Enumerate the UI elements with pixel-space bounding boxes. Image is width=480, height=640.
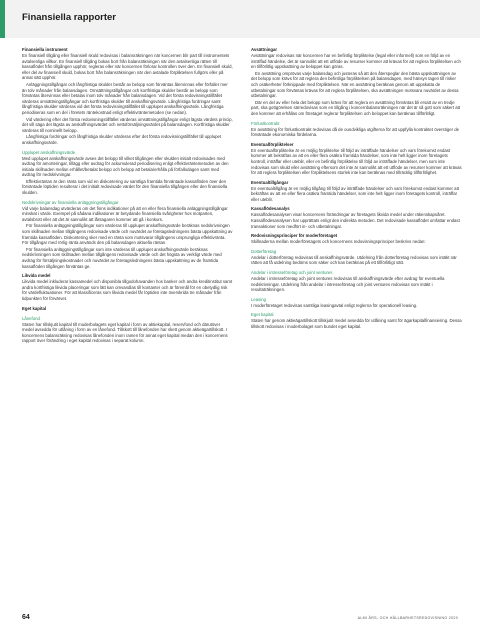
paragraph: En eventualförpliktelse är en möjlig förpliktelse till följd av inträffade händelser och vars förekomst endast kommer att bekräftas av att en eller flera osäkra framtida händelser, som inte helt ligger inom företagets kontroll, inträffar eller uteblir, eller en befintlig förpliktelse till följd av inträffade händelser, men som inte redovisas som skuld eller avsättning eftersom det inte är sannolikt att ett utflöde av resurser kommer att krävas för att reglera förpliktelsen eller förpliktelsens storlek inte kan beräknas med tillräcklig tillförlitlighet. [251,147,462,176]
paragraph: Där en del av eller hela det belopp som krävs för att reglera en avsättning förväntas bli ersatt av en tredje part, ska gottgörelsen särredovisas som en tillgång i koncernbalansräkningen när det är så gott som säkert att den kommer att erhållas om företaget reglerar förpliktelsen och beloppet kan beräknas tillförlitligt. [251,99,460,116]
paragraph: En finansiell tillgång eller finansiell skuld redovisas i balansräkningen när koncernen blir part till instrumentets avtalsenliga villkor. En finansiell tillgång bokas bort från balansräkningen när den avtalsenliga rätten till kassaflödet från tillgången upphör, regleras eller när koncernen förlorar kontrollen över den. En finansiell skuld, eller del av finansiell skuld, bokas bort från balansräkningen när den avtalade förpliktelsen fullgörs eller på annat sätt upphör. [22,53,233,81]
section-heading: Nedskrivningar av finansiella anläggningstillgångar [22,199,119,205]
section-heading: Eget kapital [251,312,274,318]
left-column [22,47,233,348]
paragraph: En eventualtillgång är en möjlig tillgång till följd av inträffade händelser och vars förekomst endast kommer att bekräftas av att en eller flera osäkra framtida händelser, som inte helt ligger inom företagets kontroll, inträffar eller uteblir. [251,185,459,202]
paragraph: Andelar i intresseföretag och joint ventures redovisas till anskaffningsvärde efter avdrag för eventuella nedskrivningar. Utdelning från andelar i intresseföretag och joint ventures redovisas som intäkt i resultaträkningen. [251,276,445,293]
paragraph: Anläggningstillgångar och långfristiga skulder består av belopp som förväntas återvinnas eller förfaller mer än tolv månader från balansdagen. Omsättningstillgångar och kortfristiga skulder består av belopp som förväntas återvinnas eller betalas inom tolv månader från balansdagen. Vid det första redovisningstillfället värderas omsättningstillgångar och kortfristiga skulder till anskaffningsvärde. Långfristiga fordringar samt långfristiga skulder värderas vid det första redovisningstillfället till upplupet anskaffningsvärde. Långfristiga periodiseras som en del i företets räntekostnad enligt effektivräntemetoden (se nedan). [22,81,228,115]
paragraph: Kassaflödesanalysen visar koncernens förändringar av företagets likvida medel under räkenskapsåret. Kassaflödesanalysen har upprättats enligt den indirekta metoden. Det redovisade kassaflödet omfattar endast transaktioner som medfört in- och utbetalningar. [251,212,460,229]
section-eget_kapital [22,306,233,312]
section-dotterforetag [251,249,462,266]
section-intresseforetag [251,270,462,293]
section-eventualtillgangar [251,180,462,203]
paragraph: Långfristiga fordringar och långfristiga skulder värderas efter det första redovisningstillfället till upplupet anskaffningsvärde. [22,134,222,145]
section-upplupet [22,150,233,196]
section-heading: Kassaflödesanalys [251,206,290,212]
section-kassaflodesanalys [251,206,462,229]
section-forlustkontrakt [251,121,462,138]
section-heading: Lånefond [22,315,40,321]
section-lanefond [22,316,233,344]
page-title: Finansiella rapporter [22,12,116,23]
paragraph: Staten har tillskjutit kapital till moderbolagets eget kapital i form av aktiekapital, reservfond och därutöver medel avsedda för utlåning i form av en lånefond. Tillskott till lånefonden har skett genom aktieägartillskott. I koncernens balansräkning redovisas lånefonden inom ramen för annat eget kapital medan den i koncernens rapport över förändring i eget kapital redovisas i separat kolumn. [22,321,228,344]
section-heading: Andelar i intresseföretag och joint ventures [251,270,333,276]
paragraph: Med upplupet anskaffningsvärde avses det belopp till vilket tillgången eller skulden initialt redovisades med avdrag för amorteringar, tillägg eller avdrag för ackumulerad periodisering enligt effektivräntemetoden av den initiala skillnaden mellan erhållet/betalat belopp och belopp att betala/erhålla på förfallodagen samt med avdrag för nedskrivningar. [22,155,229,178]
section-heading: Avsättningar [251,47,278,52]
section-heading: Förlustkontrakt [251,120,280,126]
paragraph: För finansiella anläggningstillgångar som inte värderas till upplupet anskaffningsvärde beräknas nedskrivningen som skillnaden mellan tillgångens redovisade värde och det högsta av verkligt värde med avdrag för försäljningskostnader och nuvärdet av företagsledningens bästa uppskattning av de framtida kassaflöden tillgången förväntas ge. [22,246,222,269]
section-heading: Dotterföretag [251,248,277,254]
section-likvida_medel [22,273,233,301]
page-number: 64 [22,614,30,621]
paragraph: En avsättning för förlustkontrakt redovisas då de oundvikliga utgifterna för att uppfylla kontraktet överstiger de förväntade ekonomiska fördelarna. [251,126,460,138]
paragraph: Vid varje balansdag utvärderas om det finns indikationer på att en eller flera finansiella anläggningstillgångar minskat i värde. Exempel på sådana indikationer är betydande finansiella svårigheter hos motparten, avtalsbrott eller att det är sannolikt att låntagaren kommer att gå i konkurs. [22,205,228,222]
header-accent-bar [0,0,5,38]
right-column [251,47,462,334]
paragraph: Effektivräntan är den ränta som vid en diskontering av samtliga framtida förväntade kassaflöden över den förväntade löptiden resulterar i det initialt redovisade värdet för den finansiella tillgången eller den finansiella skulden. [22,178,228,196]
section-eventualforpliktelser [251,142,462,176]
section-heading: Finansiella instrument [22,47,68,52]
paragraph: För finansiella anläggningstillgångar som värderas till upplupet anskaffningsvärde beräknas nedskrivningen som skillnaden mellan tillgångens redovisade värde och nuvärdet av företagsledningens bästa uppskattning av framtida kassaflöden. Diskontering sker med en ränta som motsvarar tillgångens ursprungliga effektivränta. För tillgångar med rörlig ränta används den på balansdagen aktuella räntan. [22,223,233,246]
section-heading: Leasing [251,296,267,302]
section-eget_kapital_mf [251,312,462,329]
paragraph: Andelar i dotterföretag redovisas till anskaffningsvärde. Utdelning från dotterföretag redovisas som intäkt när rätten att få utdelning bedöms som säker och kan beräknas på ett tillförlitligt sätt. [251,254,457,266]
section-heading: Likvida medel [22,273,51,279]
section-heading: Eventualtillgångar [251,179,289,185]
paragraph: Staten har genom aktieägartillskott tillskjutit medel avsedda för utlåning samt för ägarkapitalfinansiering. Dessa tillskott redovisas i moderbolaget som bundet eget kapital. [251,318,462,329]
page-header [0,0,480,38]
paragraph: Likvida medel inkluderar kassamedel och disponibla tillgodohavanden hos banker och andra kreditinstitut samt andra kortfristiga likvida placeringar som lätt kan omvandlas till kontanter och är föremål för en obetydlig risk för värdefluktuationer. För att klassificeras som likvida medel får löptiden inte överskrida tre månader från tidpunkten för förvärvet. [22,279,233,301]
section-finansiella_instrument [22,47,233,146]
paragraph: Vid värdering efter det första redovisningstillfället värderas omsättningstillgångar enligt lägsta värdets princip, det vill säga det lägsta av anskaffningsvärdet och nettoförsäljningsvärdet på balansdagen. Kortfristiga skulder värderas till nominellt belopp. [22,116,233,133]
paragraph: Avsättningar redovisas när koncernen har en befintlig förpliktelse (legal eller informell) som en följd av en inträffad händelse, det är sannolikt att ett utflöde av resurser kommer att krävas för att reglera förpliktelsen och en tillförlitlig uppskattning av beloppet kan göras. [251,53,461,70]
section-heading: Upplupet anskaffningsvärde [22,149,76,155]
section-heading: Eget kapital [22,305,47,311]
paragraph: Skillnaderna mellan moderföretagets och koncernens redovisningsprinciper beskrivs nedan: [251,239,426,245]
section-nedskrivningar [22,200,233,270]
section-redovisningsprinciper [251,233,462,245]
paragraph: I moderföretaget redovisas samtliga leasingavtal enligt reglerna för operationell leasing. [251,302,418,308]
section-avsattningar [251,47,462,117]
document-title: ALMI ÅRS- OCH HÅLLBARHETSREDOVISNING 2020 [357,616,458,620]
section-heading: Redovisningsprinciper för moderföretaget [251,233,338,239]
section-heading: Eventualförpliktelser [251,141,294,147]
section-leasing [251,297,462,309]
paragraph: En avsättning omprövas varje balansdag och justeras så att den återspeglar den bästa uppskattningen av det belopp som krävs för att reglera den befintliga förpliktelsen på balansdagen, med hänsyn tagen till risker och osäkerheter förknippade med förpliktelsen. När en avsättning beräknas genom att uppskatta de utbetalningar som förväntas krävas för att reglera förpliktelsen, ska avsättningen motsvara nuvärdet av dessa utbetalningar. [251,70,459,99]
